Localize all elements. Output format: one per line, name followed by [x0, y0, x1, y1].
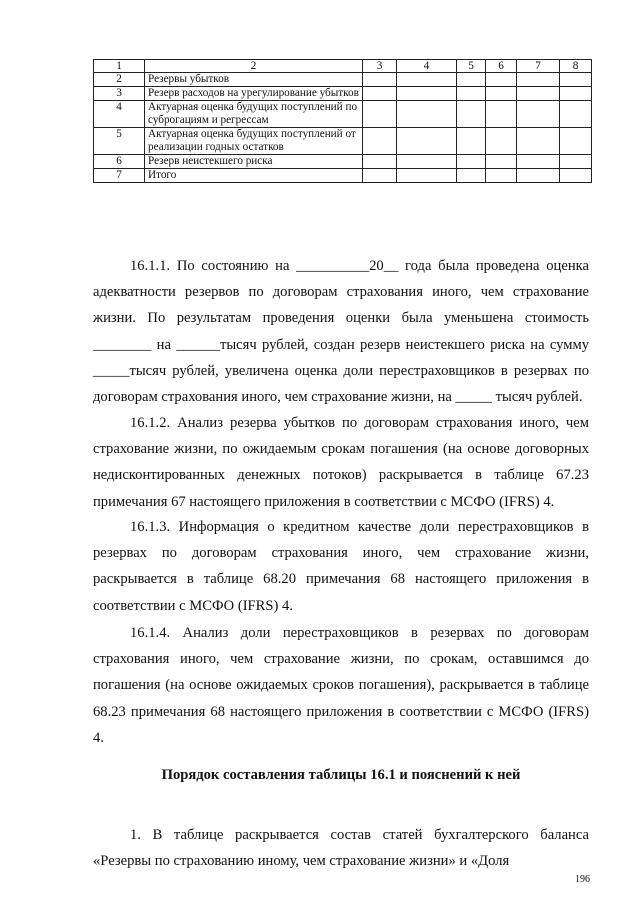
row-label: Резерв неистекшего риска	[145, 155, 363, 169]
paragraph-16-1-4: 16.1.4. Анализ доли перестраховщиков в резервах по договорам страхования иного, чем страхование жизни, по срокам, оставшимся до погашения (на основе ожидаемых сроков погашения), раскрывается в таблице 68.23 примечания 68 настоящего приложения в соответствии с МСФО (IFRS) 4.	[93, 625, 589, 746]
table-header-row	[94, 60, 592, 73]
page-number: 196	[575, 874, 590, 885]
table-row	[94, 101, 592, 128]
row-number: 7	[94, 169, 145, 183]
row-label: Актуарная оценка будущих поступлений по суброгациям и регрессам	[145, 101, 363, 128]
column-number-4: 4	[397, 60, 457, 73]
table-row	[94, 128, 592, 155]
row-label: Резервы убытков	[145, 73, 363, 87]
table-row	[94, 169, 592, 183]
paragraph-item-1: 1. В таблице раскрывается состав статей бухгалтерского баланса «Резервы по страхованию иному, чем страхование жизни» и «Доля	[93, 827, 589, 870]
column-number-5: 5	[457, 60, 486, 73]
column-number-6: 6	[486, 60, 517, 73]
column-number-1: 1	[94, 60, 145, 73]
row-label: Актуарная оценка будущих поступлений от реализации годных остатков	[145, 128, 363, 155]
row-number: 5	[94, 128, 145, 155]
table-row	[94, 87, 592, 101]
row-label: Итого	[145, 169, 363, 183]
row-number: 6	[94, 155, 145, 169]
paragraph-16-1-3: 16.1.3. Информация о кредитном качестве доли перестраховщиков в резервах по договорам страхования иного, чем страхование жизни, раскрывается в таблице 68.20 примечания 68 настоящего приложения в соответствии с МСФО (IFRS) 4.	[93, 519, 589, 614]
paragraph-16-1-2: 16.1.2. Анализ резерва убытков по договорам страхования иного, чем страхование жизни, по ожидаемым срокам погашения (на основе договорных недисконтированных денежных потоков) раскрывается в таблице 67.23 примечания 67 настоящего приложения в соответствии с МСФО (IFRS) 4.	[93, 415, 589, 510]
table-row	[94, 155, 592, 169]
table-row	[94, 73, 592, 87]
row-number: 4	[94, 101, 145, 128]
section-heading: Порядок составления таблицы 16.1 и пояснений к ней	[161, 767, 521, 783]
row-number: 2	[94, 73, 145, 87]
column-number-2: 2	[145, 60, 363, 73]
paragraph-16-1-1: 16.1.1. По состоянию на __________20__ года была проведена оценка адекватности резервов по договорам страхования иного, чем страхование жизни. По результатам проведения оценки была уменьшена стоимость ________ на ______тысяч рублей, создан резерв неистекшего риска на сумму _____тысяч рублей, увеличена оценка доли перестраховщиков в резервах по договорам страхования иного, чем страхование жизни, на _____ тысяч рублей.	[93, 258, 589, 406]
column-number-7: 7	[517, 60, 560, 73]
row-label: Резерв расходов на урегулирование убытков	[145, 87, 363, 101]
row-number: 3	[94, 87, 145, 101]
column-number-3: 3	[363, 60, 397, 73]
reserves-table	[93, 59, 592, 183]
column-number-8: 8	[560, 60, 592, 73]
